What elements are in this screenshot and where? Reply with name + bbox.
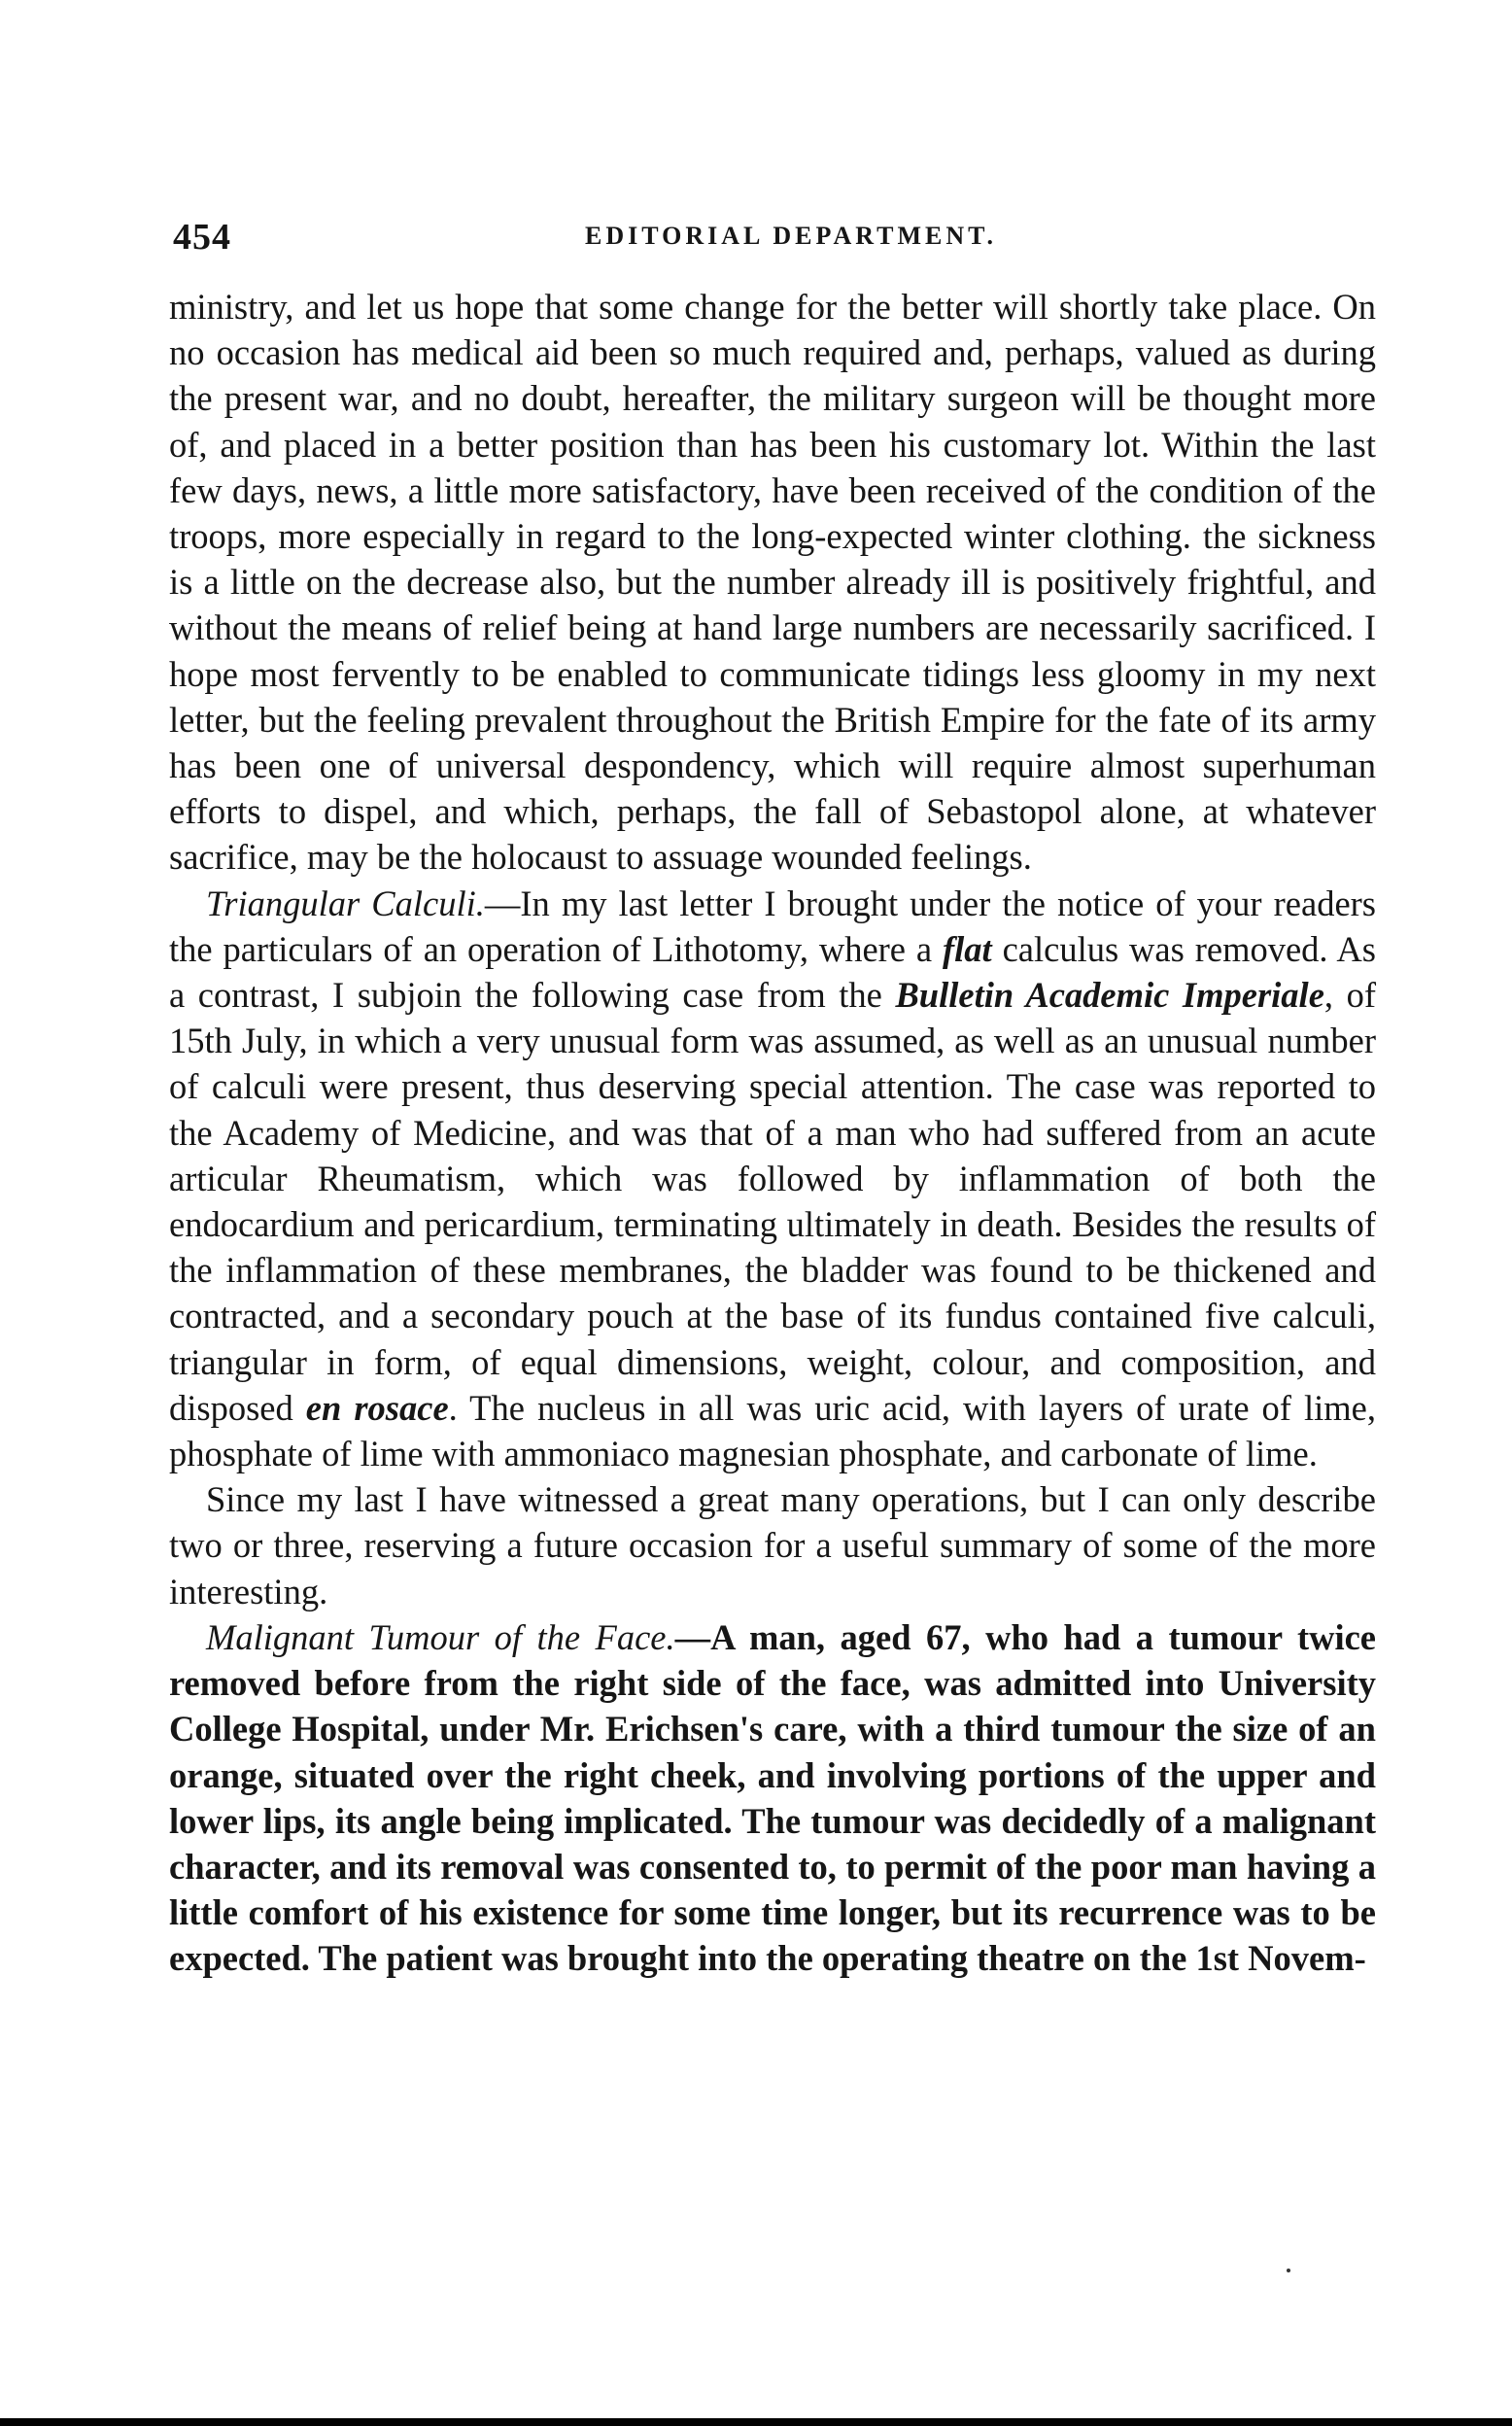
emphasis-flat: flat <box>943 928 992 969</box>
page-header <box>173 216 1368 264</box>
paragraph-since-my-last: Since my last I have witnessed a great many operations, but I can only describe two or three, reserving a future occasion for a useful summary of some of the more interesting. <box>169 1479 1376 1612</box>
paragraph-ministry: ministry, and let us hope that some change for the better will shortly take place. On no occasion has medical aid been so much required and, perhaps, valued as during the present war, and no doubt, hereafter, the military surgeon will be thought more of, and placed in a better position than has been his customary lot. Within the last few days, news, a little more satisfactory, have been received of the condition of the troops, more especially in regard to the long-expected winter clothing. the sickness is a little on the decrease also, but the number already ill is positively frightful, and without the means of relief being at hand large numbers are necessarily sacrificed. I hope most fervently to be enabled to communicate tidings less gloomy in my next letter, but the feeling prevalent throughout the British Empire for the fate of its army has been one of universal despondency, which will require almost superhuman efforts to dispel, and which, perhaps, the fall of Sebastopol alone, at whatever sacrifice, may be the holocaust to assuage wounded feelings. <box>169 287 1376 878</box>
text-segment: —In my last letter I brought under the notice of your readers the particulars of an operation of Lithotomy, where a <box>169 883 1376 969</box>
journal-title: Bulletin Academic Imperiale <box>895 975 1324 1016</box>
section-heading-triangular-calculi: Triangular Calculi. <box>206 883 485 923</box>
text-segment: —A man, aged 67, who had a tumour twice removed before from the right side of the face, was admitted into University College Hospital, under Mr. Erichsen's care, with a third tumour the size of an orange, situated over the right cheek, and involving portions of the upper and lower lips, its angle being implicated. The tumour was decidedly of a malignant character, and its removal was consented to, to permit of the poor man having a little comfort of his existence for some time longer, but its recurrence was to be expected. The patient was brought into the operating theatre on the 1st Novem- <box>169 1616 1376 1979</box>
text-segment: calculus was removed. As a contrast, I subjoin the following case from the <box>169 928 1376 1016</box>
body-text <box>169 284 1376 1982</box>
page-number: 454 <box>173 217 231 258</box>
paragraph-malignant-tumour <box>169 1614 1376 1982</box>
paragraph-triangular-calculi <box>169 881 1376 1477</box>
text-segment: , of 15th July, in which a very unusual form was assumed, as well as an unusual number of calculi were present, thus deserving special attention. The case was reported to the Academy of Medicine, and was that of a man who had suffered from an acute articular Rheumatism, which was followed by inflammation of both the endocardium and pericardium, terminating ultimately in death. Besides the results of the inflammation of these membranes, the bladder was found to be thickened and contracted, and a secondary pouch at the base of its fundus contained five calculi, triangular in form, of equal dimensions, weight, colour, and composition, and disposed <box>169 975 1376 1428</box>
text-segment: . The nucleus in all was uric acid, with layers of urate of lime, phosphate of lime with ammoniaco magnesian phosphate, and carbonate of lime. <box>169 1387 1377 1474</box>
running-head: EDITORIAL DEPARTMENT. <box>585 222 998 250</box>
page-mark <box>1287 2269 1290 2272</box>
scan-bottom-edge <box>0 2418 1512 2426</box>
section-heading-malignant-tumour: Malignant Tumour of the Face. <box>206 1616 675 1657</box>
emphasis-en-rosace: en rosace <box>305 1387 449 1428</box>
